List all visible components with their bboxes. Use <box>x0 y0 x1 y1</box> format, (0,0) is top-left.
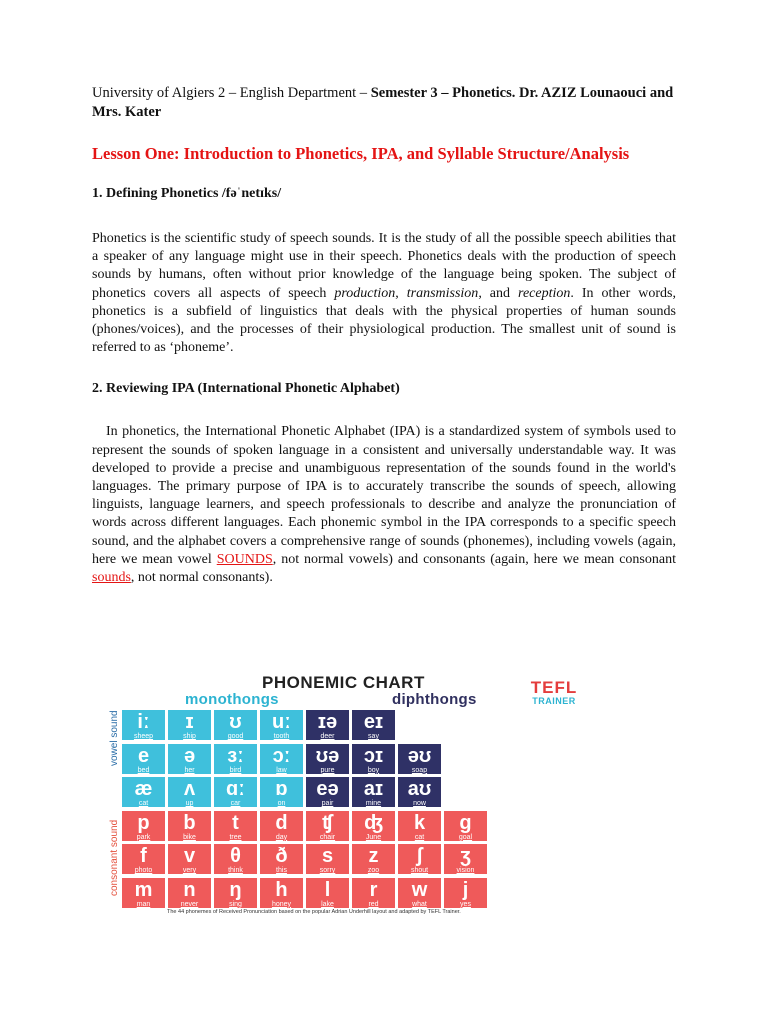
s1-sep-2: , and <box>478 285 519 301</box>
phoneme-symbol: əʊ <box>407 744 432 767</box>
chart-footnote: The 44 phonemes of Received Pronunciation based on the popular Adrian Underhill layout and adapted by TEFL Trainer. <box>167 909 461 915</box>
phoneme-symbol: t <box>232 811 239 834</box>
phoneme-symbol: ŋ <box>229 878 242 901</box>
example-word: sheep <box>133 733 154 740</box>
phoneme-symbol: ʤ <box>364 811 383 834</box>
phoneme-cell <box>351 877 396 909</box>
phoneme-cell <box>167 810 212 842</box>
phoneme-symbol: ʧ <box>322 811 333 834</box>
sounds-link-lower[interactable]: sounds <box>92 570 131 586</box>
example-word: lake <box>321 900 334 908</box>
phoneme-cell <box>213 810 258 842</box>
example-word: never <box>180 900 199 908</box>
phoneme-cell <box>351 810 396 842</box>
phoneme-cell <box>351 843 396 875</box>
phoneme-symbol: m <box>134 878 153 901</box>
s1-italic-transmission: transmission <box>406 285 479 301</box>
example-word: pair <box>321 800 334 807</box>
example-word: sorry <box>319 867 336 874</box>
example-word: honey <box>271 900 292 908</box>
phoneme-cell <box>397 810 442 842</box>
phoneme-symbol: g <box>459 811 472 834</box>
example-word: goal <box>458 833 473 841</box>
header-text: University of Algiers 2 – English Department – <box>92 85 371 101</box>
phoneme-symbol: d <box>275 811 288 834</box>
phoneme-cell <box>351 776 396 808</box>
phoneme-symbol: l <box>324 878 331 901</box>
phoneme-cell <box>121 743 166 775</box>
logo-tefl: TEFL <box>530 678 578 697</box>
s1-sep-1: , <box>395 285 407 301</box>
example-word: tooth <box>273 733 290 740</box>
phoneme-cell <box>121 810 166 842</box>
s2-text-a: In phonetics, the International Phonetic Alphabet (IPA) is a standardized system of symbols used to represent the sounds of spoken language in a consistent and universally understandable way. It was developed to provide a precise and unambiguous representation of the sounds found in the world's languages. The primary purpose of IPA is to accurately transcribe the sounds of speech, allowing linguists, language learners, and speech professionals to describe and analyze the pronunciation of words across different languages. Each phonemic symbol in the IPA corresponds to a specific speech sound, and the alphabet covers a comprehensive range of sounds (phonemes), including vowels (again, here we mean vowel <box>92 424 676 567</box>
lesson-title: Lesson One: Introduction to Phonetics, IPA, and Syllable Structure/Analysis <box>92 144 630 163</box>
phoneme-symbol: v <box>183 845 196 867</box>
example-word: car <box>230 800 241 807</box>
example-word: tree <box>229 833 242 841</box>
phoneme-cell <box>259 743 304 775</box>
phoneme-cell <box>443 810 488 842</box>
phoneme-symbol: ɪə <box>317 711 338 733</box>
phoneme-cell <box>351 743 396 775</box>
phoneme-symbol: aʊ <box>407 778 432 800</box>
example-word: bird <box>229 766 242 774</box>
phoneme-cell <box>305 843 350 875</box>
phoneme-cell <box>213 877 258 909</box>
phoneme-cell <box>259 877 304 909</box>
phoneme-symbol: ɔː <box>272 744 291 767</box>
phoneme-symbol: ɒ <box>275 778 288 800</box>
section-2-heading: 2. Reviewing IPA (International Phonetic Alphabet) <box>92 381 400 397</box>
s1-italic-production: production <box>334 285 396 301</box>
header-bold-text: Semester 3 – Phonetics. Dr. AZIZ Lounaouci and Mrs. Kater <box>92 85 674 120</box>
logo-trainer: TRAINER <box>532 696 576 706</box>
s2-text-c: , not normal consonants). <box>130 570 273 586</box>
example-word: bed <box>137 766 150 774</box>
section-1-heading: 1. Defining Phonetics /fəˈnetɪks/ <box>92 186 282 201</box>
phoneme-symbol: e <box>137 744 150 767</box>
phoneme-symbol: z <box>368 845 379 867</box>
s1-italic-reception: reception <box>518 285 571 301</box>
example-word: cat <box>138 800 149 807</box>
course-header <box>92 84 676 122</box>
section-2-paragraph <box>92 423 676 587</box>
example-word: yes <box>460 900 471 908</box>
phoneme-symbol: w <box>411 878 428 901</box>
phoneme-symbol: ɑː <box>226 778 245 800</box>
phoneme-symbol: b <box>183 811 196 834</box>
phoneme-symbol: aɪ <box>363 778 384 800</box>
example-word: law <box>276 766 287 774</box>
phoneme-cell <box>167 843 212 875</box>
phoneme-symbol: j <box>462 878 469 901</box>
phoneme-cell <box>305 776 350 808</box>
example-word: man <box>136 900 151 908</box>
phoneme-cell <box>259 776 304 808</box>
sounds-link-upper[interactable]: SOUNDS <box>216 551 273 567</box>
example-word: very <box>182 867 197 874</box>
phoneme-cell <box>121 843 166 875</box>
example-word: pure <box>320 766 335 774</box>
phoneme-cell <box>397 843 442 875</box>
example-word: vision <box>456 867 475 874</box>
chart-title: PHONEMIC CHART <box>262 673 425 692</box>
example-word: sing <box>229 900 242 908</box>
phoneme-symbol: ɪ <box>185 711 194 733</box>
phoneme-cell <box>397 743 442 775</box>
phoneme-symbol: uː <box>272 711 291 733</box>
phoneme-symbol: ʃ <box>416 845 423 867</box>
example-word: photo <box>134 867 153 874</box>
example-word: mine <box>365 800 382 807</box>
phoneme-cell <box>305 877 350 909</box>
phoneme-cell <box>397 877 442 909</box>
phoneme-cell <box>351 709 396 741</box>
phoneme-cell <box>305 709 350 741</box>
phoneme-cell <box>167 709 212 741</box>
phoneme-cell <box>121 776 166 808</box>
s1-text-b: . In other words, phonetics is a subfield of linguistics that deals with the physical properties of human sounds (phones/voices), and the processes of their physiological production. The smallest unit of sound is referred to as ‘phoneme’. <box>92 285 676 356</box>
example-word: soap <box>411 766 428 774</box>
phoneme-symbol: iː <box>137 711 150 733</box>
phoneme-cell <box>213 843 258 875</box>
example-word: zoo <box>367 867 380 874</box>
phoneme-cell <box>213 743 258 775</box>
phoneme-cell <box>213 776 258 808</box>
example-word: cat <box>414 833 425 841</box>
example-word: bike <box>183 833 196 841</box>
phoneme-symbol: ʌ <box>183 778 196 800</box>
phoneme-symbol: ə <box>183 744 196 767</box>
example-word: this <box>276 867 287 874</box>
phoneme-cell <box>167 743 212 775</box>
phoneme-symbol: ʊə <box>315 744 340 767</box>
monothongs-label: monothongs <box>185 691 279 708</box>
phoneme-symbol: p <box>137 811 150 834</box>
tefl-trainer-logo <box>519 679 589 706</box>
vowel-sound-label: vowel sound <box>109 710 120 766</box>
example-word: good <box>227 733 244 740</box>
phoneme-symbol: æ <box>134 778 153 800</box>
example-word: now <box>413 800 426 807</box>
phoneme-cell <box>397 776 442 808</box>
phoneme-cell <box>305 743 350 775</box>
example-word: what <box>412 900 427 908</box>
phoneme-symbol: s <box>321 845 334 867</box>
section-1-paragraph <box>92 230 676 357</box>
phoneme-symbol: eɪ <box>363 711 384 733</box>
phoneme-cell <box>167 877 212 909</box>
example-word: park <box>136 833 151 841</box>
example-word: up <box>185 800 194 807</box>
example-word: deer <box>320 733 335 740</box>
s1-text-a: Phonetics is the scientific study of speech sounds. It is the study of all the possible speech abilities that a speaker of any language might use in their speech. Phonetics deals with the production of speech sounds by humans, often without prior knowledge of the language being spoken. The subject of phonetics covers all aspects of speech <box>92 231 676 301</box>
example-word: say <box>368 733 379 740</box>
phoneme-cell <box>259 843 304 875</box>
phonemic-chart <box>107 671 590 923</box>
phoneme-cell <box>121 877 166 909</box>
phoneme-cell <box>259 810 304 842</box>
phoneme-symbol: r <box>369 878 378 901</box>
example-word: day <box>275 833 288 841</box>
phoneme-symbol: ð <box>275 845 288 867</box>
phoneme-cell <box>213 709 258 741</box>
phoneme-cell <box>305 810 350 842</box>
example-word: shout <box>410 867 429 874</box>
example-word: red <box>368 900 379 908</box>
example-word: think <box>228 867 243 874</box>
example-word: on <box>277 800 286 807</box>
phoneme-cell <box>443 843 488 875</box>
phoneme-symbol: eə <box>316 778 339 800</box>
phoneme-cell <box>121 709 166 741</box>
phoneme-symbol: k <box>413 811 426 834</box>
phoneme-symbol: ɜː <box>227 744 244 767</box>
example-word: boy <box>367 766 380 774</box>
phoneme-symbol: ɔɪ <box>363 744 384 767</box>
phoneme-cell <box>443 877 488 909</box>
phoneme-cell <box>167 776 212 808</box>
phoneme-symbol: n <box>183 878 196 901</box>
document-page <box>92 84 676 587</box>
example-word: her <box>184 766 195 774</box>
phoneme-symbol: f <box>140 845 147 867</box>
consonant-sound-label: consonant sound <box>109 819 120 896</box>
phoneme-symbol: θ <box>230 845 241 867</box>
example-word: chair <box>319 833 336 841</box>
s2-text-b: , not normal vowels) and consonants (again, here we mean consonant <box>272 551 676 567</box>
phoneme-symbol: h <box>275 878 288 901</box>
phoneme-symbol: ʊ <box>229 711 242 733</box>
example-word: ship <box>183 733 196 740</box>
phoneme-cell <box>259 709 304 741</box>
phoneme-symbol: ʒ <box>460 845 471 867</box>
diphthongs-label: diphthongs <box>392 691 477 708</box>
example-word: June <box>365 833 382 841</box>
